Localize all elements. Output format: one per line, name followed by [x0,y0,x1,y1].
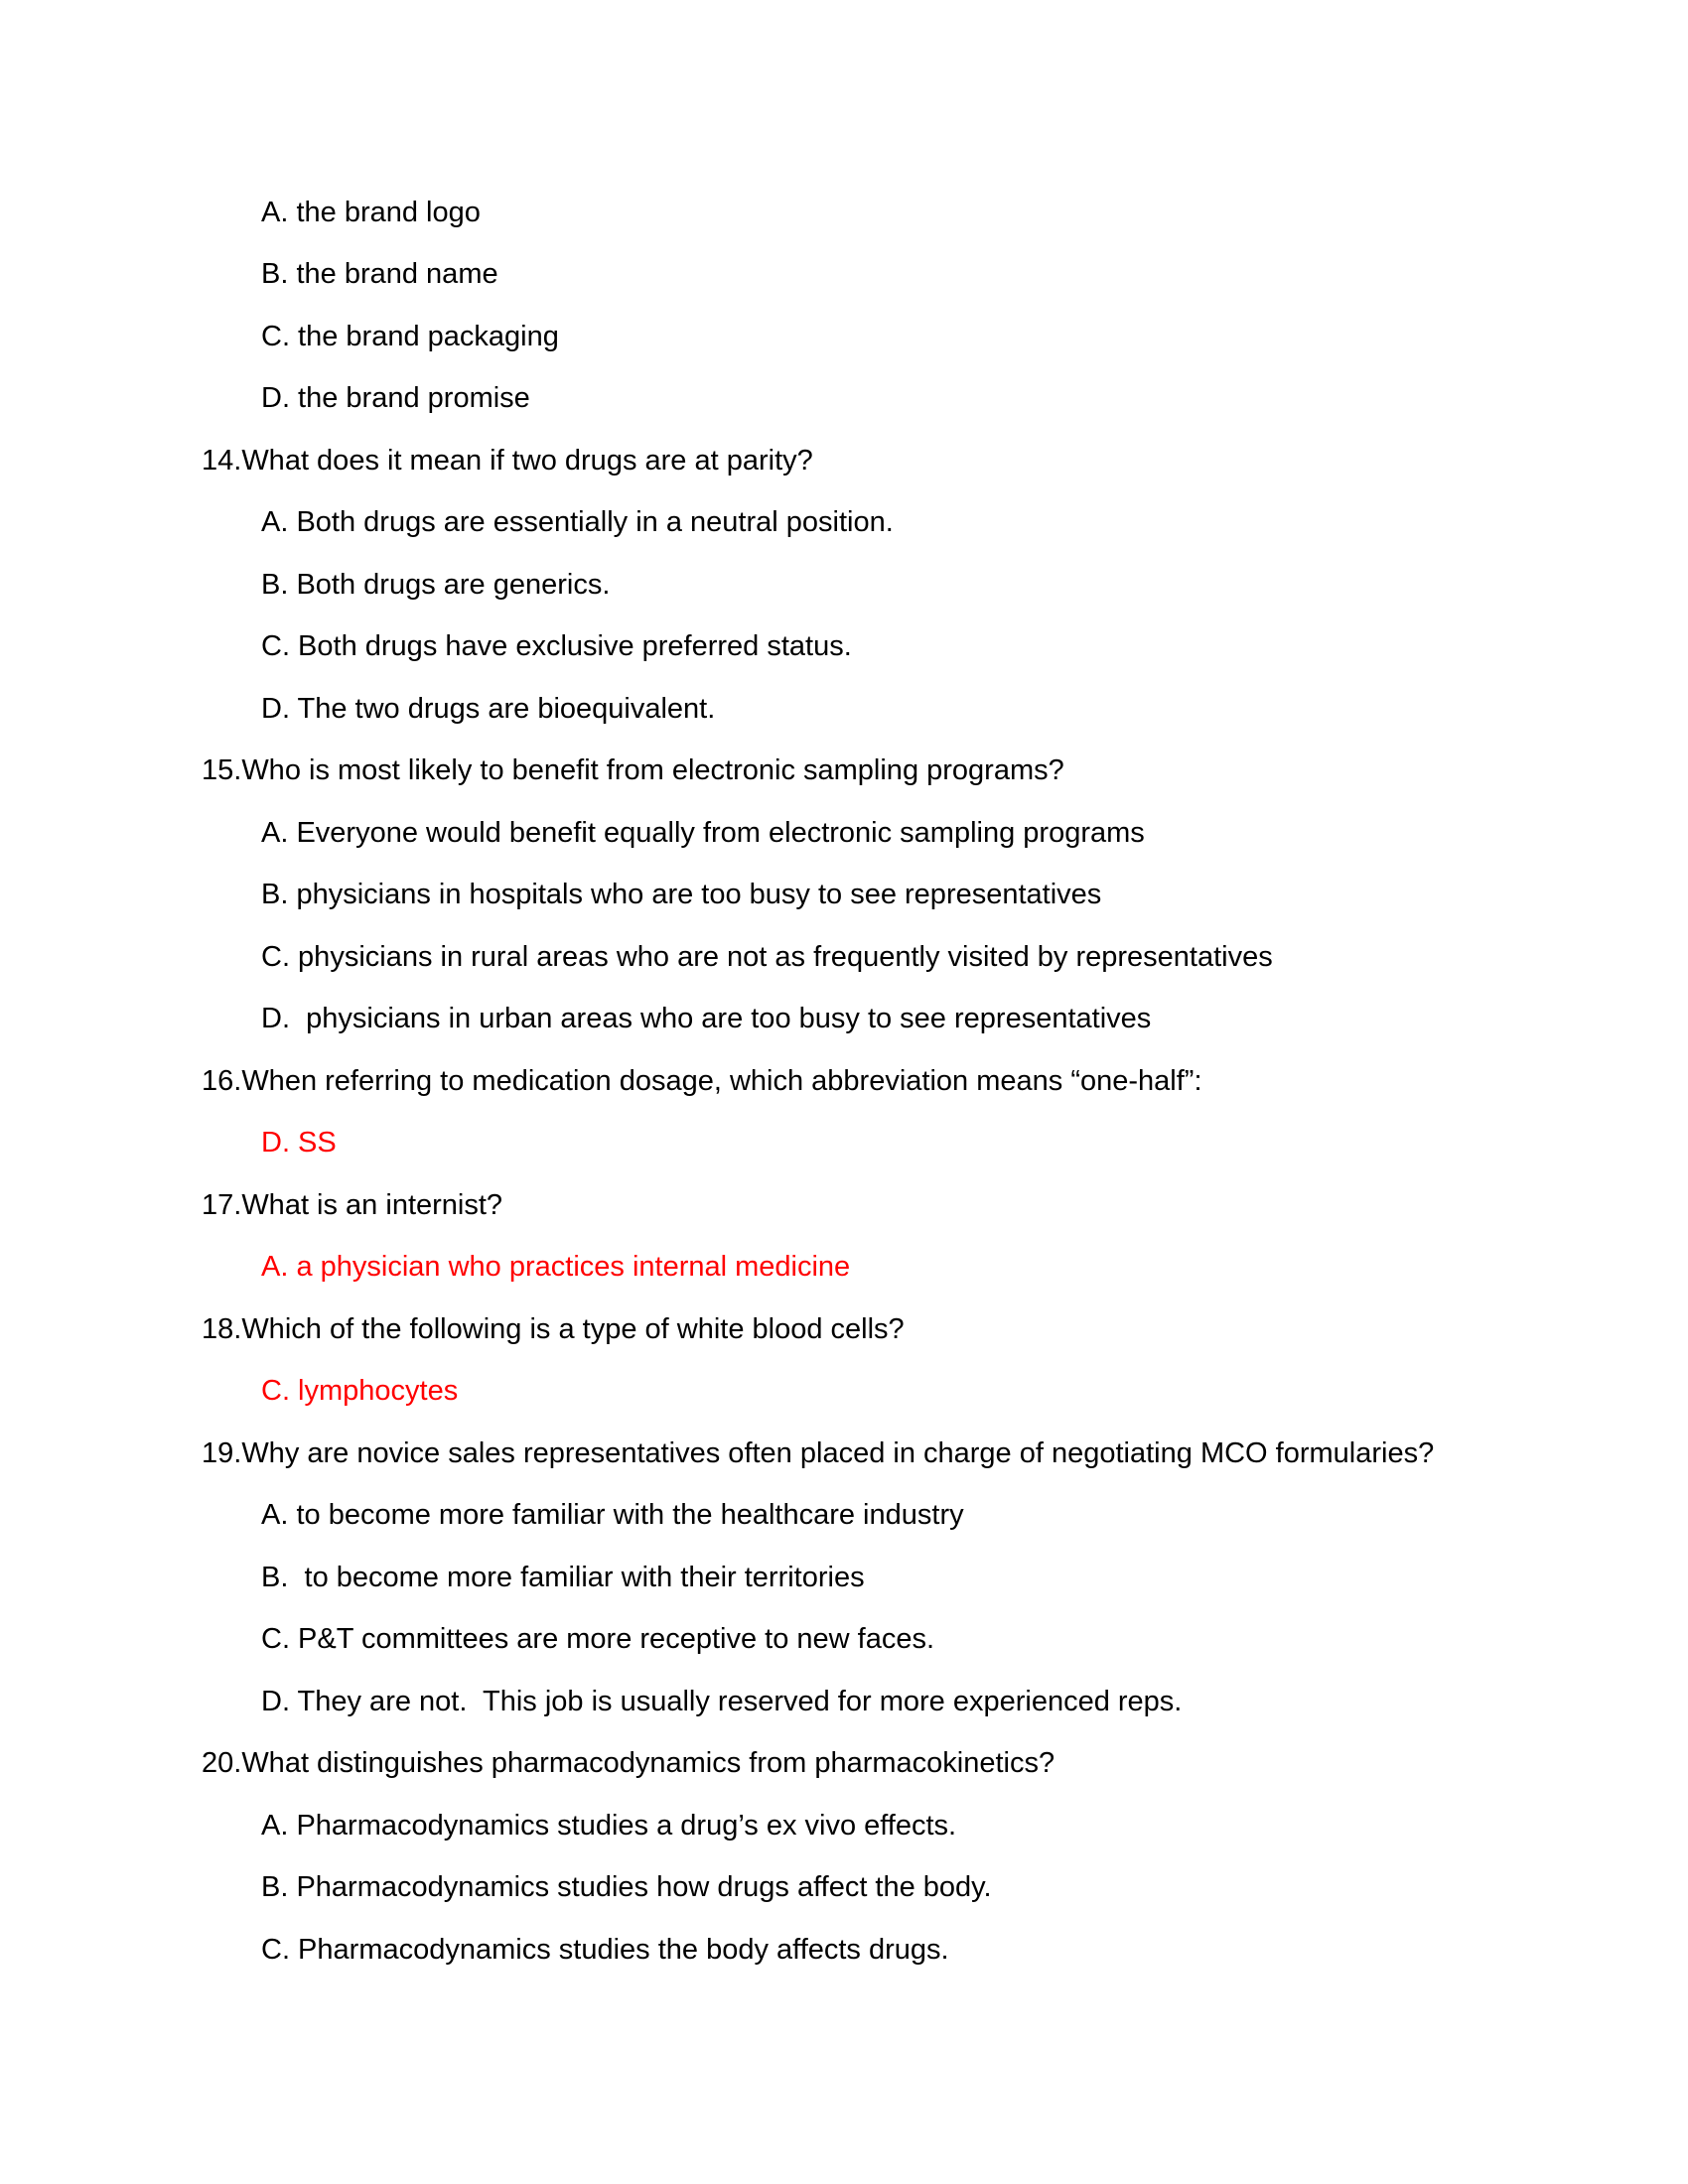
answer-option-line: B. physicians in hospitals who are too busy to see representatives [261,879,1102,911]
answer-option-line: C. the brand packaging [261,320,559,352]
answer-option-line: B. Both drugs are generics. [261,568,611,601]
answer-option-line: A. the brand logo [261,196,481,228]
answer-option-line: D. SS [261,1127,337,1160]
answer-option-line: A. Pharmacodynamics studies a drug’s ex vivo effects. [261,1809,957,1842]
question-line: 16.When referring to medication dosage, which abbreviation means “one-half”: [202,1064,1202,1097]
answer-option-line: C. Pharmacodynamics studies the body affects drugs. [261,1933,949,1966]
question-line: 17.What is an internist? [202,1188,503,1221]
answer-option-line: C. Both drugs have exclusive preferred status. [261,630,852,663]
question-line: 20.What distinguishes pharmacodynamics from pharmacokinetics? [202,1747,1055,1780]
answer-option-line: B. Pharmacodynamics studies how drugs affect the body. [261,1871,992,1904]
document-page [0,182,1688,1981]
answer-option-line: C. P&T committees are more receptive to new faces. [261,1623,935,1656]
answer-option-line: A. to become more familiar with the healthcare industry [261,1499,964,1532]
answer-option-line: D. the brand promise [261,382,530,415]
answer-option-line: D. They are not. This job is usually reserved for more experienced reps. [261,1685,1183,1717]
answer-option-line: A. Both drugs are essentially in a neutral position. [261,506,894,539]
answer-option-line: B. to become more familiar with their territories [261,1561,865,1593]
answer-option-line: A. Everyone would benefit equally from electronic sampling programs [261,816,1145,849]
answer-option-line: C. physicians in rural areas who are not as frequently visited by representatives [261,940,1273,973]
question-line: 18.Which of the following is a type of white blood cells? [202,1312,905,1345]
answer-option-line: D. physicians in urban areas who are too busy to see representatives [261,1003,1152,1035]
answer-option-line: A. a physician who practices internal medicine [261,1251,851,1284]
answer-option-line: B. the brand name [261,258,498,291]
answer-option-line: D. The two drugs are bioequivalent. [261,692,716,725]
question-line: 15.Who is most likely to benefit from electronic sampling programs? [202,754,1064,787]
answer-option-line: C. lymphocytes [261,1375,459,1408]
question-line: 19.Why are novice sales representatives often placed in charge of negotiating MCO formularies? [202,1436,1435,1469]
question-line: 14.What does it mean if two drugs are at parity? [202,444,813,477]
